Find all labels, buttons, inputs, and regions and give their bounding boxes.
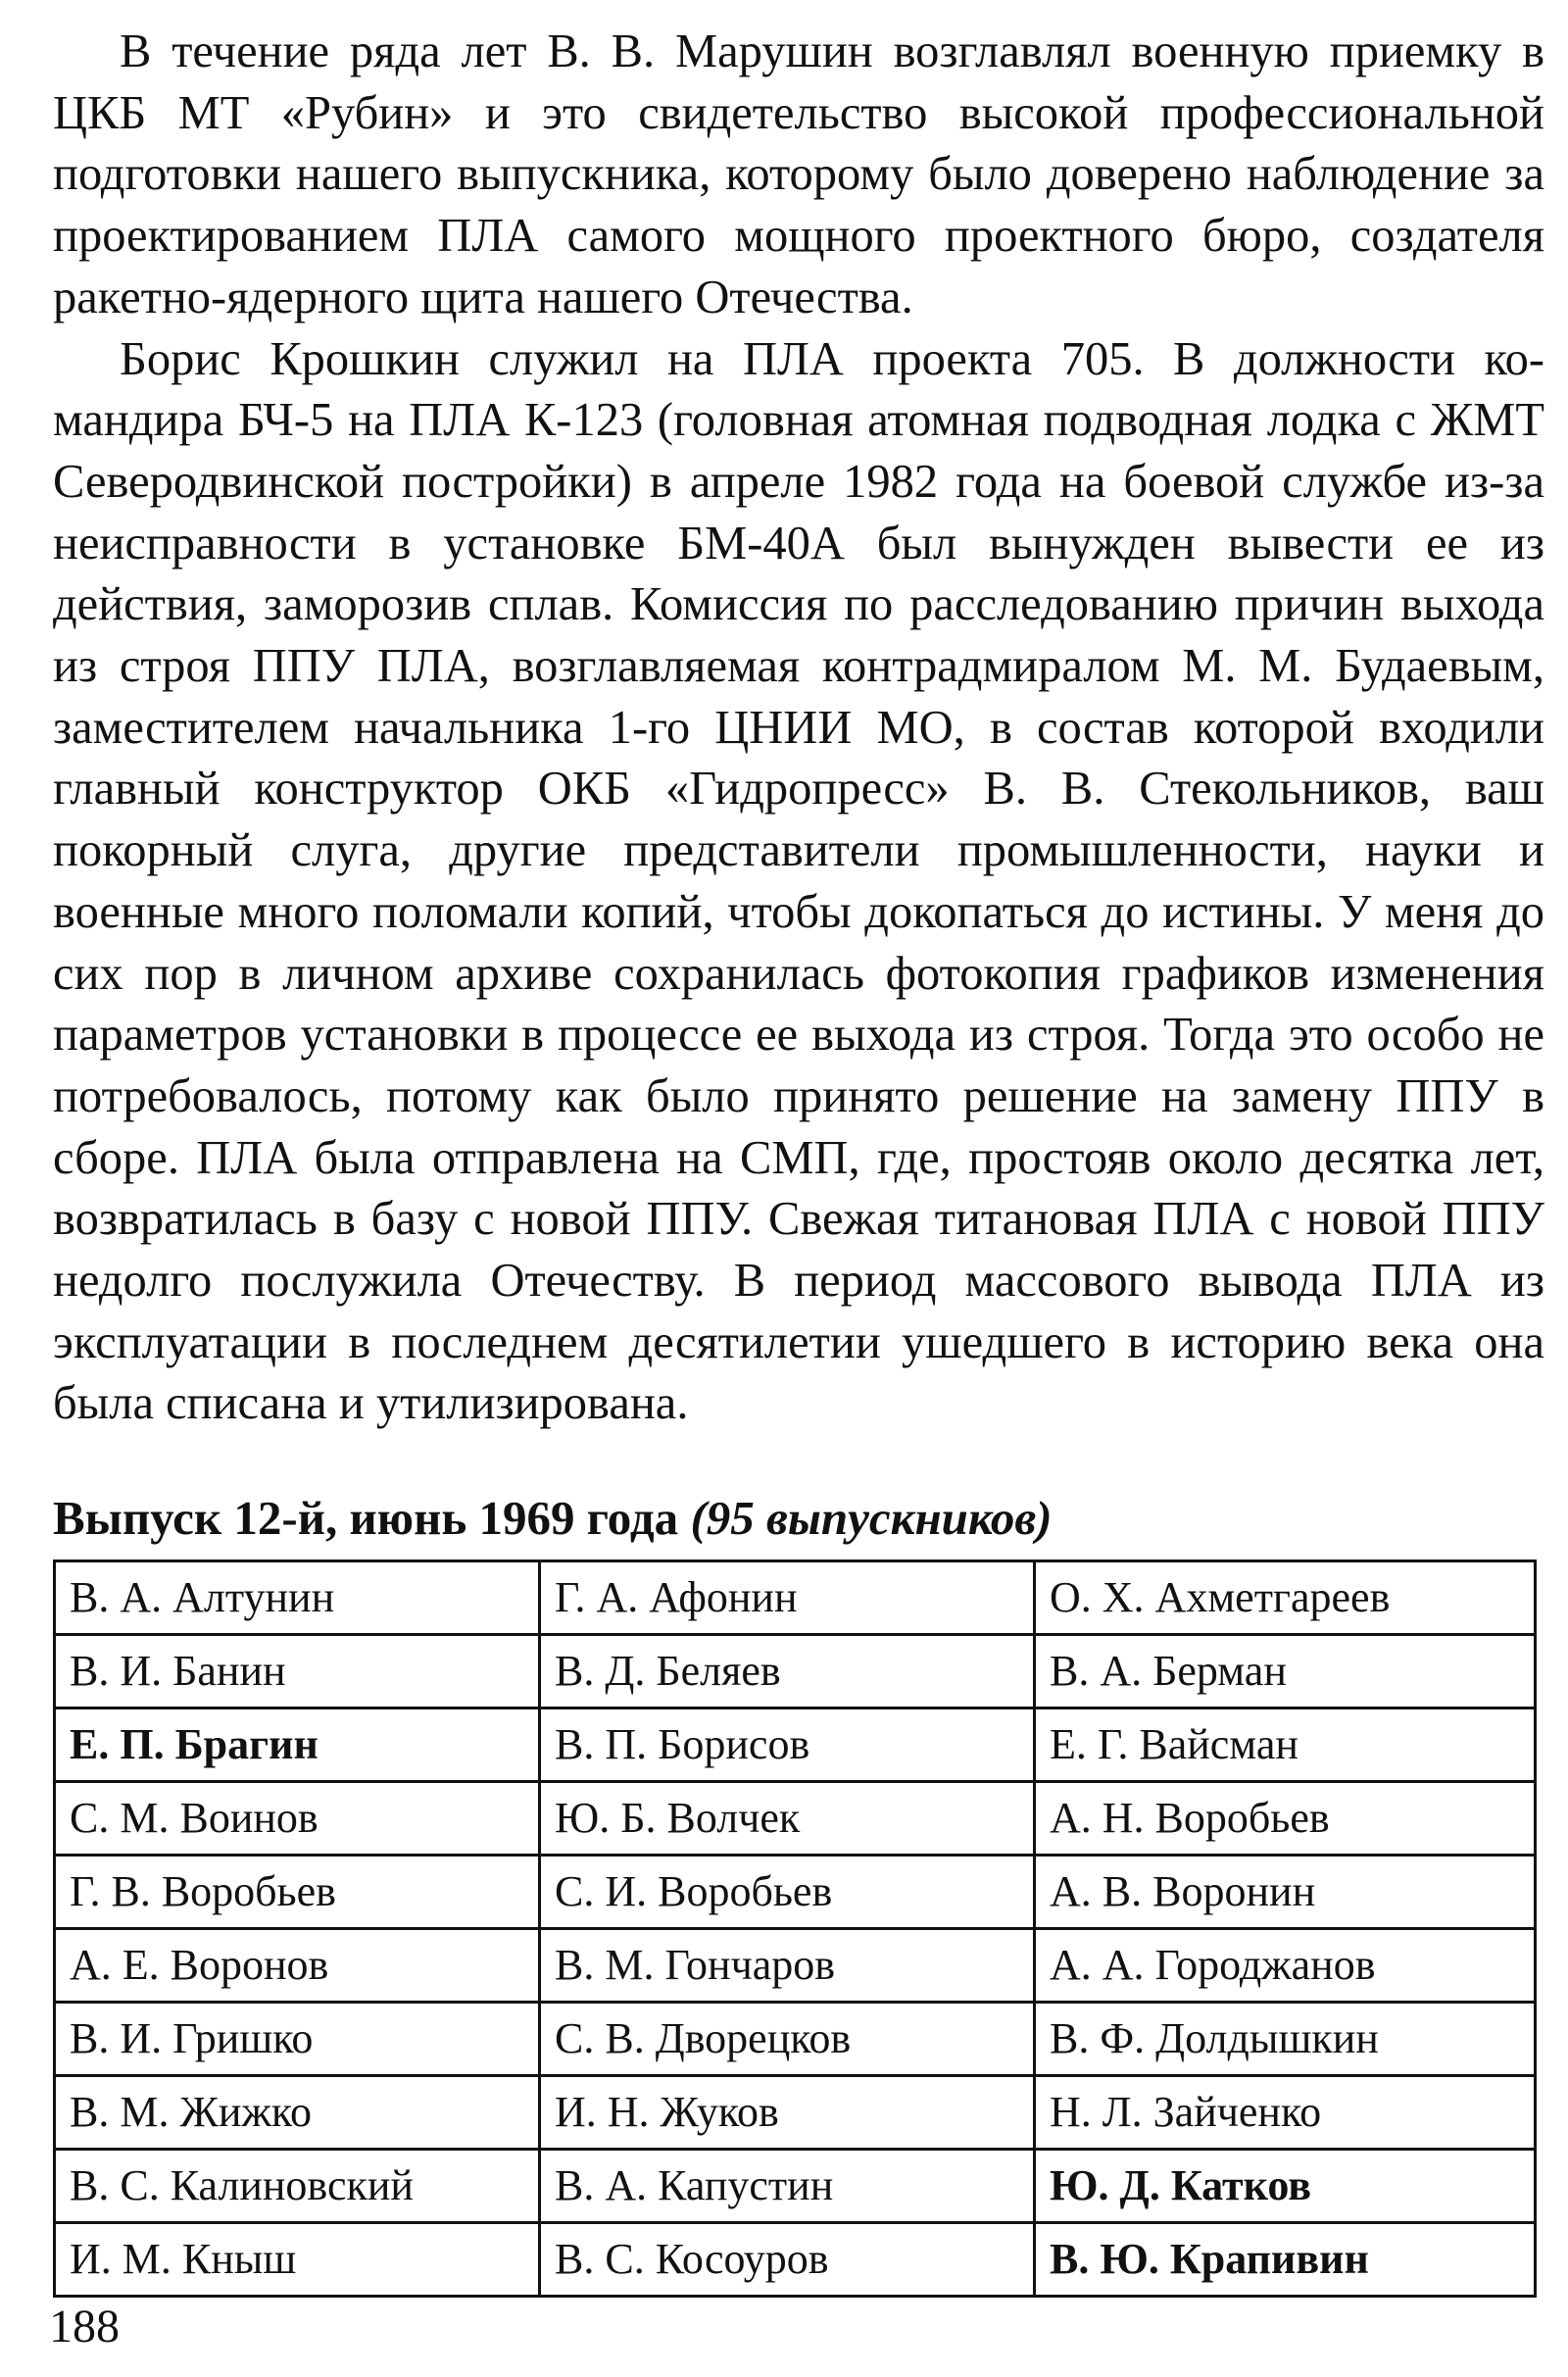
graduate-name-cell: Н. Л. Зайченко	[1035, 2076, 1536, 2150]
graduate-name-cell: Ю. Д. Катков	[1035, 2150, 1536, 2223]
graduate-name-cell: В. И. Банин	[55, 1635, 540, 1708]
graduates-table	[53, 1560, 1537, 2298]
graduate-name-cell: О. Х. Ахметгареев	[1035, 1561, 1536, 1635]
table-row	[55, 2076, 1536, 2150]
graduate-name-cell: В. А. Капустин	[540, 2150, 1035, 2223]
graduate-name-cell: В. А. Берман	[1035, 1635, 1536, 1708]
paragraph-kroshkin: Борис Крошкин служил на ПЛА проекта 705. В должности командира БЧ-5 на ПЛА К-123 (головная атомная подводная лодка с ЖМТ Северодвинской постройки) в апреле 1982 года на боевой службе из-за неисправности в установке БМ-40А был вынужден вывести ее из действия, заморозив сплав. Комиссия по расследованию причин выхода из строя ППУ ПЛА, возглавляемая контрадмиралом М. М. Будаевым, заместителем начальника 1-го ЦНИИ МО, в состав которой входили главный конструктор ОКБ «Гидропресс» В. В. Стекольников, ваш покорный слуга, другие представители промышленности, науки и военные много поломали копий, чтобы докопаться до истины. У меня до сих пор в личном архиве сохранилась фотокопия графиков изменения параметров установки в процессе ее выхода из строя. Тогда это особо не потребовалось, потому как было принято решение на замену ППУ в сборе. ПЛА была отправлена на СМП, где, простояв около десятка лет, возвратилась в базу с новой ППУ. Свежая титановая ПЛА с новой ППУ недолго послужила Отечеству. В период массового вывода ПЛА из эксплуатации в последнем десятилетии ушедшего в историю века она была списана и утилизирована.	[53, 332, 1544, 1430]
page-number: 188	[49, 2301, 120, 2352]
table-row	[55, 1929, 1536, 2003]
graduate-name-cell: В. С. Калиновский	[55, 2150, 540, 2223]
graduate-name-cell: В. Д. Беляев	[540, 1635, 1035, 1708]
graduate-name-cell: В. Ф. Долдышкин	[1035, 2003, 1536, 2076]
table-row	[55, 2003, 1536, 2076]
graduation-heading	[53, 1489, 1544, 1548]
graduate-name-cell: А. Н. Воробьев	[1035, 1782, 1536, 1856]
graduate-name-cell: С. И. Воробьев	[540, 1856, 1035, 1929]
book-page	[53, 22, 1544, 2298]
graduate-name-cell: Е. П. Брагин	[55, 1708, 540, 1782]
graduate-name-cell: Г. А. Афонин	[540, 1561, 1035, 1635]
graduate-name-cell: В. А. Алтунин	[55, 1561, 540, 1635]
graduate-name-cell: А. Е. Воронов	[55, 1929, 540, 2003]
graduate-name-cell: И. Н. Жуков	[540, 2076, 1035, 2150]
graduate-name-cell: Ю. Б. Волчек	[540, 1782, 1035, 1856]
graduate-name-cell: Г. В. Воробьев	[55, 1856, 540, 1929]
table-row	[55, 2150, 1536, 2223]
graduate-name-cell: В. М. Жижко	[55, 2076, 540, 2150]
graduate-name-cell: С. В. Дворецков	[540, 2003, 1035, 2076]
graduation-title: Выпуск 12-й, июнь 1969 года	[53, 1491, 679, 1546]
table-row	[55, 1782, 1536, 1856]
graduate-name-cell: С. М. Воинов	[55, 1782, 540, 1856]
paragraph-marushin: В течение ряда лет В. В. Марушин возглавлял военную приемку в ЦКБ МТ «Рубин» и это свидетельство высокой профессиональной подготовки нашего выпускника, которому было доверено наблюдение за проектированием ПЛА самого мощного проектного бюро, создателя ракетно-ядерного щита нашего Отечества.	[53, 25, 1544, 323]
graduate-name-cell: В. С. Косоуров	[540, 2223, 1035, 2297]
graduate-name-cell: А. А. Городжанов	[1035, 1929, 1536, 2003]
table-row	[55, 2223, 1536, 2297]
graduate-name-cell: В. П. Борисов	[540, 1708, 1035, 1782]
graduate-name-cell: В. И. Гришко	[55, 2003, 540, 2076]
graduate-name-cell: Е. Г. Вайсман	[1035, 1708, 1536, 1782]
graduate-name-cell: И. М. Кныш	[55, 2223, 540, 2297]
table-row	[55, 1708, 1536, 1782]
table-row	[55, 1561, 1536, 1635]
graduate-name-cell: В. Ю. Крапивин	[1035, 2223, 1536, 2297]
graduate-name-cell: А. В. Воронин	[1035, 1856, 1536, 1929]
graduate-name-cell: В. М. Гончаров	[540, 1929, 1035, 2003]
table-row	[55, 1856, 1536, 1929]
table-row	[55, 1635, 1536, 1708]
graduation-count: (95 выпускников)	[690, 1491, 1053, 1546]
